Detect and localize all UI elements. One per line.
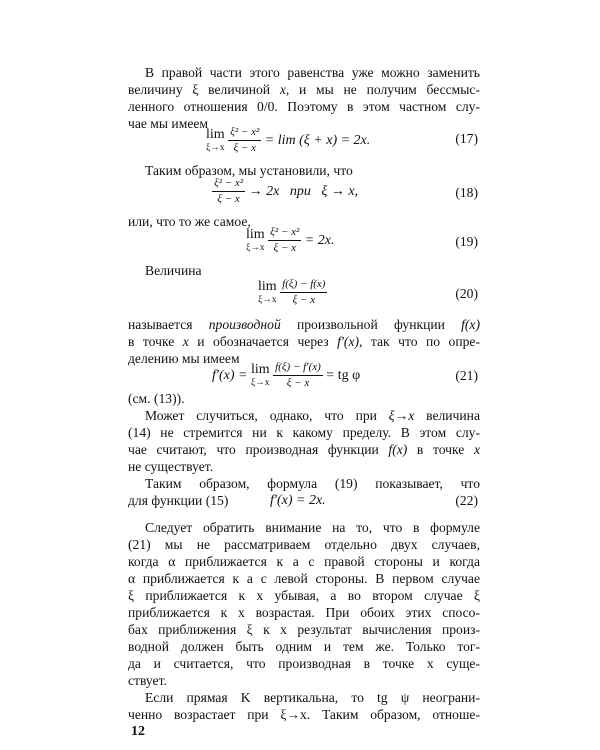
equation-22: f′(x) = 2x. (270, 493, 326, 508)
text-line: водной должен быть одним и тем же. Только тог- (128, 639, 480, 654)
equation-17: lim ξ→x $\frac{\text{ξ² − x²}}{\xi - x}$ = lim (ξ + x) = 2x. (206, 126, 371, 154)
text-line: ченно возрастает при ξ→x. Таким образом, отноше- (128, 707, 480, 722)
equation-number: (22) (455, 493, 478, 508)
equation-20: lim ξ→x $\frac{f(\xi) - f(x)}{\xi - x}$ (258, 278, 326, 306)
text-line: величину ξ величиной x, и мы не получим бессмыс- (128, 82, 480, 97)
text-line: (см. (13)). (128, 391, 185, 406)
text-line: ξ приближается к x убывая, а во втором случае ξ (128, 588, 480, 603)
equation-number: (21) (455, 368, 478, 383)
text-line: α приближается к a с левой стороны. В первом случае (128, 571, 480, 586)
text-line: Может случиться, однако, что при ξ→x величина (145, 408, 480, 423)
text-line: ствует. (128, 673, 167, 688)
text-line: бах приближения ξ к x результат вычисления произ- (128, 622, 480, 637)
text-line: (14) не стремится ни к какому пределу. В этом слу- (128, 425, 480, 440)
equation-21: f′(x) = lim ξ→x $\frac{f(\xi) - f'(x)}{\xi - x}$ = tg φ (212, 361, 361, 389)
equation-number: (19) (455, 234, 478, 249)
equation-number: (17) (455, 131, 478, 146)
text-line: Величина (145, 263, 202, 278)
text-line: когда α приближается к a с правой стороны и когда (128, 554, 480, 569)
text-line: чае мы имеем (128, 116, 208, 131)
text-line: для функции (15) (128, 493, 229, 508)
text-line: Если прямая K вертикальна, то tg ψ неограни- (145, 690, 480, 705)
text-line: (21) мы не рассматриваем отдельно двух случаев, (128, 537, 480, 552)
equation-19: lim ξ→x $\frac{\text{ξ² − x²}}{\xi - x}$ = 2x. (246, 226, 335, 254)
text-line: да и считается, что производная в точке x суще- (128, 656, 480, 671)
text-line: называется производной произвольной функции f(x) (128, 317, 480, 332)
text-line: не существует. (128, 459, 214, 474)
equation-number: (18) (455, 185, 478, 200)
text-line: делению мы имеем (128, 351, 240, 366)
text-line: или, что то же самое, (128, 214, 251, 229)
text-line: Следует обратить внимание на то, что в формуле (145, 520, 480, 535)
text-line: чае считают, что производная функции f(x) в точке x (128, 442, 480, 457)
text-line: ленного отношения 0/0. Поэтому в этом частном слу- (128, 99, 480, 114)
text-line: В правой части этого равенства уже можно заменить (145, 65, 480, 80)
text-line: в точке x и обозначается через f′(x), так что по опре- (128, 334, 480, 349)
page-number: 12 (131, 724, 145, 739)
text-line: приближается к x возрастая. При обоих этих спосо- (128, 605, 480, 620)
text-line: Таким образом, мы установили, что (145, 163, 353, 178)
equation-18: $\frac{\text{ξ² − x²}}{\xi - x}$ → 2x при ξ → x, (214, 177, 359, 205)
text-line: Таким образом, формула (19) показывает, что (145, 476, 480, 491)
equation-number: (20) (455, 286, 478, 301)
